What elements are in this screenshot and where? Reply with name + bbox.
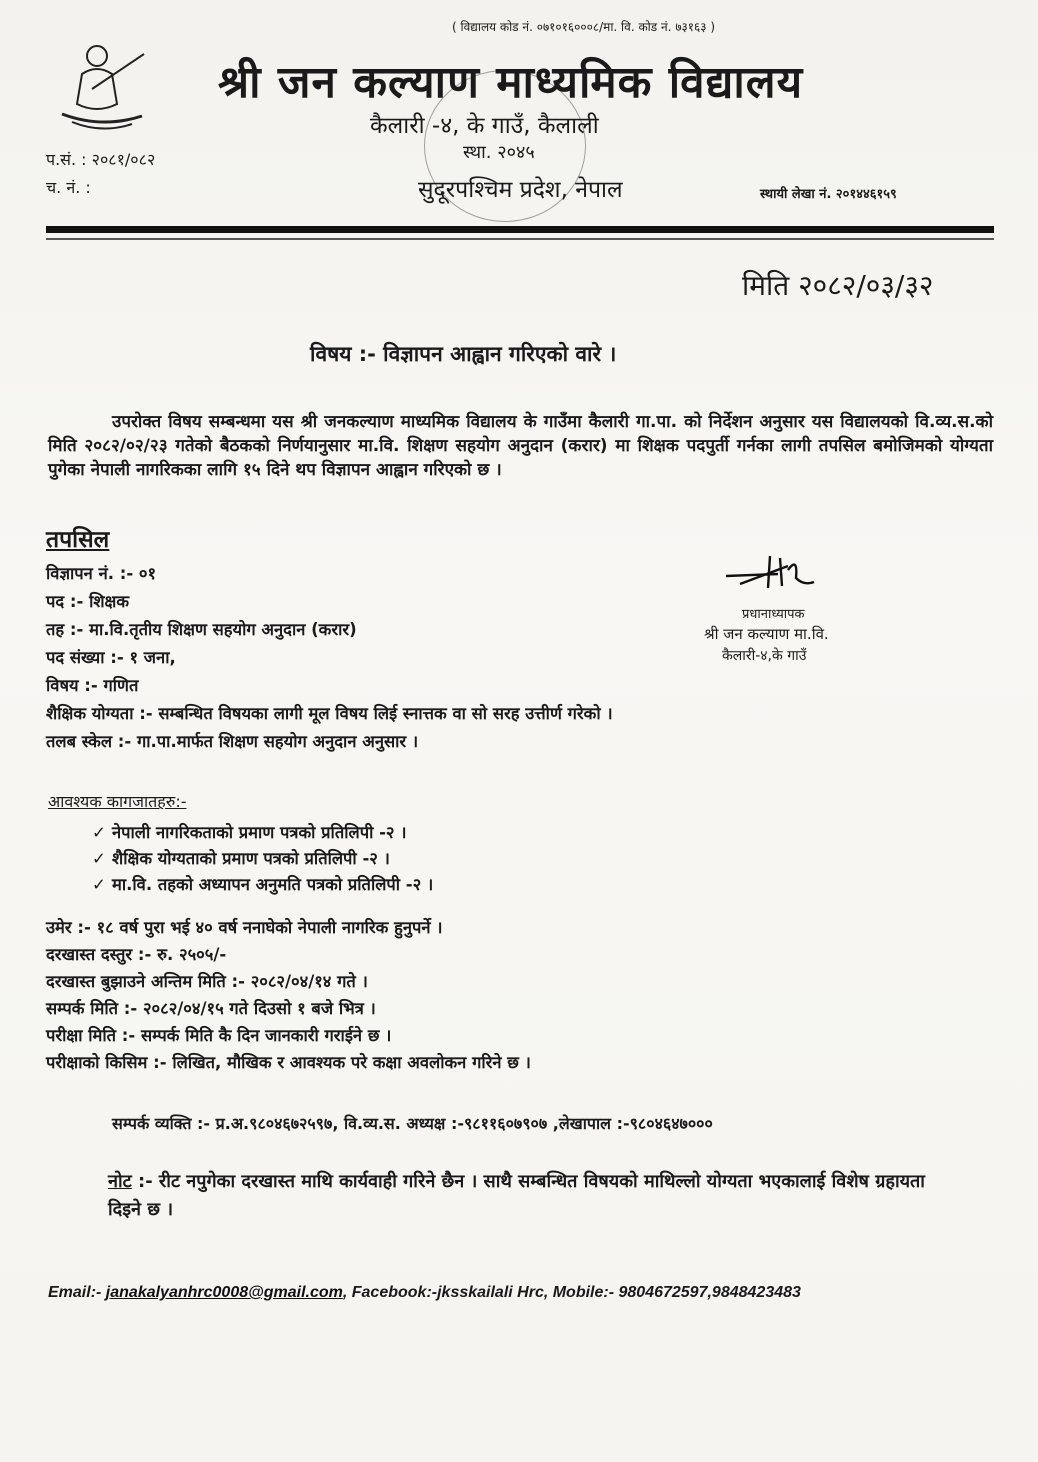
signatory-title: प्रधानाध्यापक <box>742 607 805 622</box>
established-year: स्था. २०४५ <box>463 142 535 163</box>
letter-subject: विषय :- विज्ञापन आह्वान गरिएको वारे । <box>310 342 617 366</box>
footer-contact <box>48 1284 801 1302</box>
school-name: श्री जन कल्याण माध्यमिक विद्यालय <box>218 57 804 108</box>
email-label: Email:- <box>48 1284 106 1301</box>
detail-contact-date: सम्पर्क मिति :- २०८२/०४/१५ गते दिउसो १ बजे भित्र । <box>46 999 376 1018</box>
header-divider-thin <box>46 238 994 240</box>
note <box>108 1168 948 1224</box>
vacancy-details <box>46 560 613 756</box>
document-item-text: शैक्षिक योग्यताको प्रमाण पत्रको प्रतिलिपी -२ । <box>112 849 390 868</box>
checkmark-icon: ✓ <box>92 823 106 842</box>
detail-exam-type: परीक्षाको किसिम :- लिखित, मौखिक र आवश्यक परे कक्षा अवलोकन गरिने छ । <box>46 1053 531 1072</box>
document-item <box>92 820 433 846</box>
document-item-text: मा.वि. तहको अध्यापन अनुमति पत्रको प्रतिलिपी -२ । <box>112 875 434 894</box>
email-link[interactable]: janakalyanhrc0008@gmail.com <box>105 1284 343 1301</box>
signatory-address: कैलारी-४,के गाउँ <box>722 648 807 664</box>
note-text: :- रीट नपुगेका दरखास्त माथि कार्यवाही गरिने छैन । साथै सम्बन्धित विषयको माथिल्लो योग्यता भएकालाई विशेष ग्रहायता दिइने छ । <box>108 1171 925 1220</box>
letter-body-text: उपरोक्त विषय सम्बन्धमा यस श्री जनकल्याण माध्यमिक विद्यालय के गाउँमा कैलारी गा.पा. को निर्देशन अनुसार यस विद्यालयको वि.व्य.स.को मिति २०८२/०२/२३ गतेको बैठकको निर्णयानुसार मा.वि. शिक्षण सहयोग अनुदान (करार) मा शिक्षक पदपुर्ती गर्नका लागी तपसिल बमोजिमको योग्यता पुगेका नेपाली नागरिकका लागि १५ दिने थप विज्ञापन आह्वान गरिएको छ । <box>48 412 993 480</box>
detail-qualification: शैक्षिक योग्यता :- सम्बन्धित विषयका लागी मूल विषय लिई स्नात्तक वा सो सरह उत्तीर्ण गरेको । <box>46 704 613 723</box>
detail-positions: पद संख्या :- १ जना, <box>46 648 176 667</box>
detail-fee: दरखास्त दस्तुर :- रु. २५०५/- <box>46 945 227 964</box>
document-item <box>92 872 433 898</box>
detail-subject: विषय :- गणित <box>46 676 139 695</box>
signature-icon <box>718 548 878 598</box>
detail-age: उमेर :- १८ वर्ष पुरा भई ४० वर्ष ननाघेको नेपाली नागरिक हुनुपर्ने । <box>46 918 443 937</box>
address-line-2: सुदूरपश्चिम प्रदेश, नेपाल <box>418 177 623 203</box>
detail-exam-date: परीक्षा मिति :- सम्पर्क मिति कै दिन जानकारी गराईने छ । <box>46 1026 392 1045</box>
application-details <box>46 914 531 1076</box>
pan-number: स्थायी लेखा नं. २०१४४६१५९ <box>760 187 897 202</box>
contact-persons: सम्पर्क व्यक्ति :- प्र.अ.९८०४६७२५९७, वि.व्य.स. अध्यक्ष :-९८११६०७९०७ ,लेखापाल :-९८०४६४७००० <box>112 1114 713 1133</box>
detail-post: पद :- शिक्षक <box>46 592 130 611</box>
facebook-mobile: , Facebook:-jksskailali Hrc, Mobile:- 9804672597,9848423483 <box>342 1284 801 1301</box>
school-codes: ( विद्यालय कोड नं. ०७१०१६०००८/मा. वि. कोड नं. ७३१६३ ) <box>452 20 716 34</box>
header-divider <box>46 226 994 233</box>
letter-body <box>48 410 993 482</box>
detail-salary: तलब स्केल :- गा.पा.मार्फत शिक्षण सहयोग अनुदान अनुसार । <box>46 732 419 751</box>
document-item-text: नेपाली नागरिकताको प्रमाण पत्रको प्रतिलिपी -२ । <box>112 823 407 842</box>
checkmark-icon: ✓ <box>92 875 106 894</box>
detail-level: तह :- मा.वि.तृतीय शिक्षण सहयोग अनुदान (करार) <box>46 620 357 639</box>
dispatch-number: च. नं. : <box>46 178 91 197</box>
saraswati-logo-icon <box>52 34 152 134</box>
reference-number: प.सं. : २०८१/०८२ <box>46 150 156 169</box>
signatory-school: श्री जन कल्याण मा.वि. <box>704 625 829 643</box>
letter-date: मिति २०८२/०३/३२ <box>742 269 934 302</box>
documents-heading: आवश्यक कागजातहरु:- <box>48 792 187 811</box>
note-label: नोट <box>108 1171 132 1192</box>
detail-ad-number: विज्ञापन नं. :- ०१ <box>46 564 157 583</box>
checkmark-icon: ✓ <box>92 849 106 868</box>
details-heading: तपसिल <box>46 527 110 553</box>
document-item <box>92 846 433 872</box>
address-line-1: कैलारी -४, के गाउँ, कैलाली <box>370 113 599 139</box>
required-documents <box>92 820 433 898</box>
detail-deadline: दरखास्त बुझाउने अन्तिम मिति :- २०८२/०४/१४ गते । <box>46 972 368 991</box>
